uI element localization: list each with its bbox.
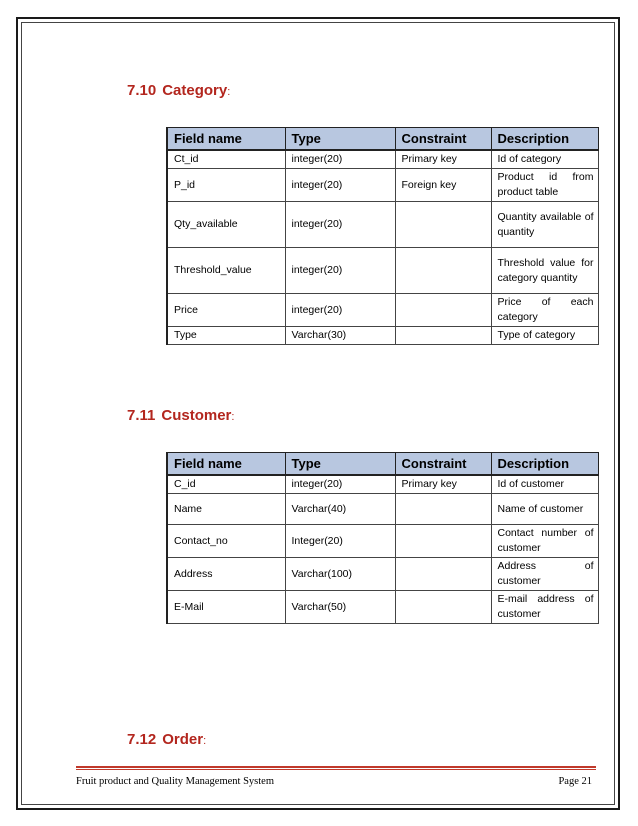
section-colon: : (203, 735, 207, 747)
cell-description: Address of customer (491, 558, 598, 591)
section-title: Order (162, 731, 204, 748)
section-heading-order (127, 731, 206, 748)
section-heading-category (127, 82, 230, 99)
cell-constraint (395, 294, 491, 327)
cell-description: Id of category (491, 150, 598, 169)
cell-constraint (395, 591, 491, 624)
cell-constraint (395, 558, 491, 591)
cell-field: Type (167, 327, 285, 345)
cell-type: integer(20) (285, 202, 395, 248)
cell-description: E-mail address of customer (491, 591, 598, 624)
table-row (167, 169, 598, 202)
header-description: Description (491, 128, 598, 151)
cell-description: Threshold value for category quantity (491, 248, 598, 294)
table-row (167, 475, 598, 494)
header-type: Type (285, 128, 395, 151)
cell-type: integer(20) (285, 248, 395, 294)
footer-document-title: Fruit product and Quality Management System (76, 776, 275, 787)
table-header-row (167, 128, 598, 151)
section-colon: : (231, 411, 235, 423)
cell-field: Address (167, 558, 285, 591)
cell-field: Contact_no (167, 525, 285, 558)
cell-field: Name (167, 494, 285, 525)
header-type: Type (285, 453, 395, 476)
cell-field: C_id (167, 475, 285, 494)
table-row (167, 327, 598, 345)
cell-type: Varchar(100) (285, 558, 395, 591)
header-field-name: Field name (167, 128, 285, 151)
table-row (167, 248, 598, 294)
cell-description: Contact number of customer (491, 525, 598, 558)
cell-description: Name of customer (491, 494, 598, 525)
cell-description: Id of customer (491, 475, 598, 494)
category-table (166, 127, 599, 345)
section-colon: : (227, 86, 231, 98)
cell-field: E-Mail (167, 591, 285, 624)
cell-field: P_id (167, 169, 285, 202)
header-description: Description (491, 453, 598, 476)
customer-table (166, 452, 599, 624)
section-title: Category (162, 82, 228, 99)
section-heading-customer (127, 407, 234, 424)
table-row (167, 494, 598, 525)
cell-description: Quantity available of quantity (491, 202, 598, 248)
table-header-row (167, 453, 598, 476)
cell-description: Type of category (491, 327, 598, 345)
cell-field: Threshold_value (167, 248, 285, 294)
section-title: Customer (161, 407, 232, 424)
cell-constraint (395, 248, 491, 294)
footer-rule (76, 766, 596, 768)
cell-constraint (395, 202, 491, 248)
section-number: 7.10 (127, 82, 157, 99)
cell-constraint (395, 327, 491, 345)
cell-type: Varchar(30) (285, 327, 395, 345)
cell-type: Varchar(50) (285, 591, 395, 624)
cell-constraint (395, 525, 491, 558)
section-number: 7.12 (127, 731, 157, 748)
cell-field: Qty_available (167, 202, 285, 248)
table-row (167, 202, 598, 248)
cell-type: integer(20) (285, 475, 395, 494)
cell-constraint: Primary key (395, 150, 491, 169)
table-row (167, 150, 598, 169)
cell-type: integer(20) (285, 294, 395, 327)
footer-rule-thin (76, 769, 596, 770)
table-row (167, 525, 598, 558)
cell-field: Ct_id (167, 150, 285, 169)
cell-field: Price (167, 294, 285, 327)
cell-constraint (395, 494, 491, 525)
header-field-name: Field name (167, 453, 285, 476)
cell-description: Price of each category (491, 294, 598, 327)
section-number: 7.11 (127, 407, 156, 424)
cell-type: Varchar(40) (285, 494, 395, 525)
table-row (167, 294, 598, 327)
table-row (167, 591, 598, 624)
cell-constraint: Foreign key (395, 169, 491, 202)
cell-description: Product id from product table (491, 169, 598, 202)
cell-type: integer(20) (285, 150, 395, 169)
table-row (167, 558, 598, 591)
cell-type: Integer(20) (285, 525, 395, 558)
cell-constraint: Primary key (395, 475, 491, 494)
footer-page-number: Page 21 (558, 776, 592, 787)
header-constraint: Constraint (395, 453, 491, 476)
cell-type: integer(20) (285, 169, 395, 202)
header-constraint: Constraint (395, 128, 491, 151)
